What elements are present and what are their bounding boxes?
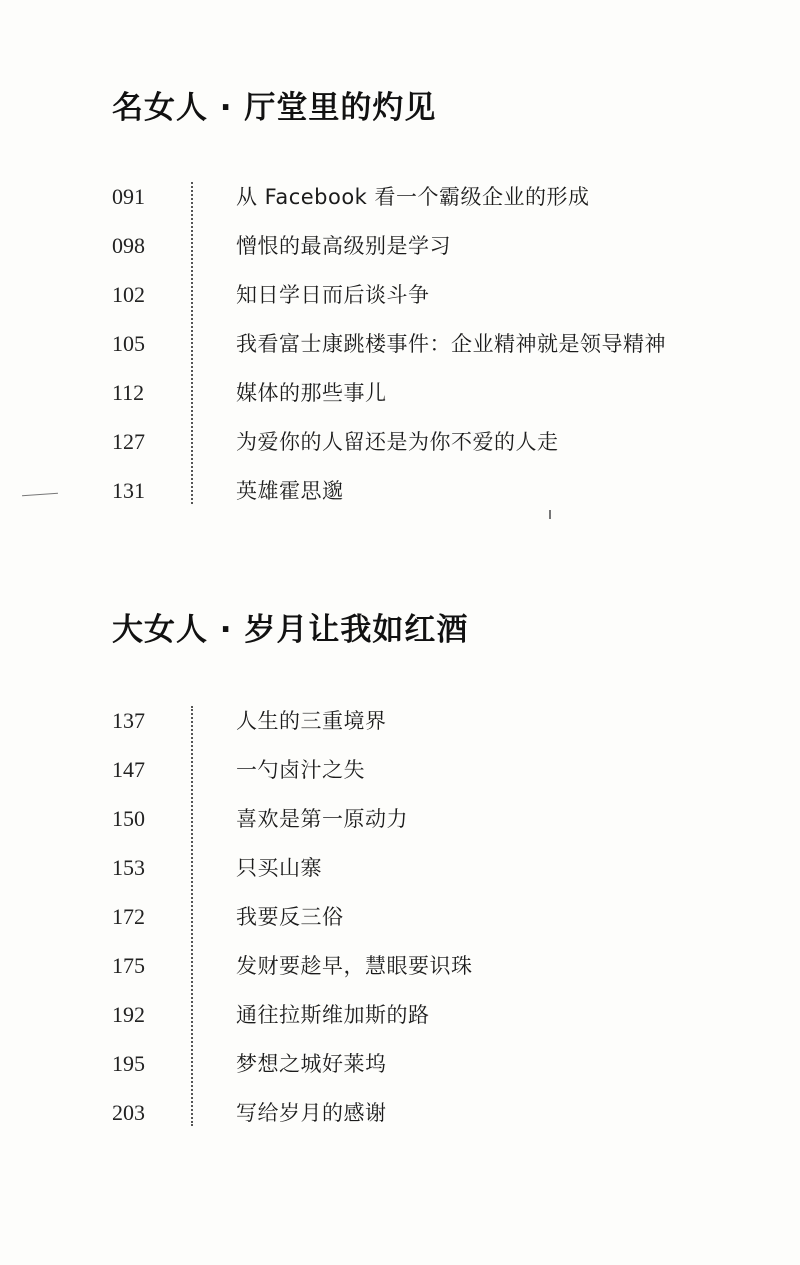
page-number: 112	[112, 380, 145, 405]
page-number: 131	[112, 478, 145, 503]
entry-title: 为爱你的人留还是为你不爱的人走	[236, 430, 559, 454]
entry-title: 写给岁月的感谢	[236, 1101, 387, 1125]
entry-title: 通往拉斯维加斯的路	[236, 1003, 430, 1027]
entry-title: 从 Facebook 看一个霸级企业的形成	[236, 185, 590, 209]
toc-entry[interactable]	[0, 853, 800, 902]
toc-entry[interactable]	[0, 755, 800, 804]
page-number: 172	[112, 904, 145, 929]
toc-entry[interactable]	[0, 1000, 800, 1049]
entry-title: 英雄霍思邈	[236, 479, 344, 503]
toc-entry[interactable]	[0, 951, 800, 1000]
toc-entry[interactable]	[0, 476, 800, 525]
toc-entry[interactable]	[0, 231, 800, 280]
toc-entry[interactable]	[0, 902, 800, 951]
entry-title: 喜欢是第一原动力	[236, 807, 408, 831]
toc-entry[interactable]	[0, 1049, 800, 1098]
page-number: 105	[112, 331, 145, 356]
page-number: 153	[112, 855, 145, 880]
page-number: 195	[112, 1051, 145, 1076]
page-number: 127	[112, 429, 145, 454]
entry-title: 我看富士康跳楼事件：企业精神就是领导精神	[236, 332, 666, 356]
page-number: 192	[112, 1002, 145, 1027]
section-title: 名女人 · 厅堂里的灼见	[112, 90, 437, 126]
entry-title: 只买山寨	[236, 856, 322, 880]
scan-mark	[549, 510, 551, 519]
entry-title: 憎恨的最高级别是学习	[236, 234, 451, 258]
entry-title: 一勺卤汁之失	[236, 758, 365, 782]
entry-title: 人生的三重境界	[236, 709, 387, 733]
page-number: 091	[112, 184, 145, 209]
toc-entry[interactable]	[0, 427, 800, 476]
entry-title: 知日学日而后谈斗争	[236, 283, 430, 307]
toc-entry[interactable]	[0, 182, 800, 231]
page-number: 137	[112, 708, 145, 733]
toc-entry[interactable]	[0, 378, 800, 427]
toc-entry[interactable]	[0, 280, 800, 329]
page-number: 147	[112, 757, 145, 782]
entry-title: 媒体的那些事儿	[236, 381, 387, 405]
toc-entry[interactable]	[0, 329, 800, 378]
page-number: 102	[112, 282, 145, 307]
toc-entry[interactable]	[0, 1098, 800, 1147]
page-number: 175	[112, 953, 145, 978]
entry-title: 发财要趁早，慧眼要识珠	[236, 954, 473, 978]
entry-title: 梦想之城好莱坞	[236, 1052, 387, 1076]
entry-title: 我要反三俗	[236, 905, 344, 929]
page-number: 098	[112, 233, 145, 258]
toc-entry[interactable]	[0, 804, 800, 853]
toc-entry[interactable]	[0, 706, 800, 755]
page-number: 203	[112, 1100, 145, 1125]
section-title: 大女人 · 岁月让我如红酒	[112, 612, 469, 648]
page-number: 150	[112, 806, 145, 831]
